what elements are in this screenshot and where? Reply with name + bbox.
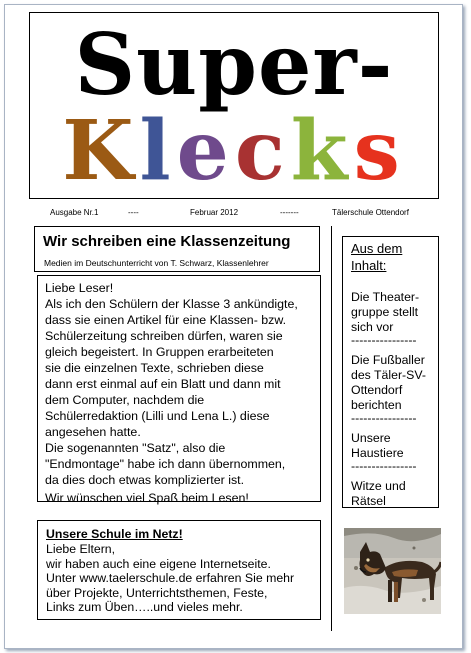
article-line: dann erst einmal auf ein Blatt und dann mit bbox=[45, 377, 281, 391]
article-line: dass sie einen Artikel für eine Klassen- bzw. bbox=[45, 313, 287, 327]
school-web-title: Unsere Schule im Netz! bbox=[46, 527, 183, 541]
contents-sidebar bbox=[342, 236, 439, 508]
article-body-box bbox=[37, 275, 321, 505]
school-web-line: Liebe Eltern, bbox=[46, 542, 116, 556]
article-line: Schülerzeitung schreiben dürfen, waren sie bbox=[45, 329, 283, 343]
article-line: Die sogenannten "Satz", also die bbox=[45, 441, 226, 455]
masthead-letter: e bbox=[176, 103, 235, 199]
article-line: Wir wünschen viel Spaß beim Lesen! bbox=[45, 491, 249, 505]
masthead-letter: s bbox=[353, 103, 406, 199]
issue-date: Februar 2012 bbox=[190, 208, 239, 217]
contents-list bbox=[351, 241, 435, 509]
article-line: dem Computer, nachdem die bbox=[45, 393, 205, 407]
school-web-box bbox=[37, 520, 321, 620]
article-line: Schülerredaktion (Lilli und Lena L.) diese bbox=[45, 409, 270, 423]
column-divider bbox=[331, 226, 332, 631]
contents-separator: ---------------- bbox=[351, 333, 417, 347]
masthead-title-klecks bbox=[30, 103, 438, 199]
article-line: sie die einzelnen Texte, schrieben diese bbox=[45, 361, 264, 375]
article-line: angesehen hatte. bbox=[45, 425, 141, 439]
contents-item: Witze und Rätsel bbox=[351, 479, 406, 508]
masthead-letter: c bbox=[234, 103, 291, 199]
article-line: "Endmontage" habe ich dann übernommen, bbox=[45, 457, 286, 471]
masthead bbox=[29, 12, 439, 199]
article-line: Liebe Leser! bbox=[45, 281, 114, 295]
article-line: da dies doch etwas komplizierter ist. bbox=[45, 473, 245, 487]
masthead-letter: l bbox=[139, 103, 177, 199]
dog-photo bbox=[344, 528, 441, 614]
school-web-line: Links zum Üben…..und vieles mehr. bbox=[46, 600, 243, 615]
masthead-letter: k bbox=[290, 103, 354, 199]
article-line: Als ich den Schülern der Klasse 3 ankündigte, bbox=[45, 297, 298, 311]
masthead-letter: K bbox=[62, 103, 140, 199]
issue-info-bar bbox=[40, 205, 440, 221]
school-web-line: über Projekte, Unterrichtsthemen, Feste, bbox=[46, 585, 268, 600]
school-web-line: wir haben auch eine eigene Internetseite. bbox=[46, 556, 271, 571]
masthead-title-super: Super- bbox=[74, 15, 394, 114]
school-web-text bbox=[46, 542, 318, 615]
article-line: gleich begeistert. In Gruppen erarbeiteten bbox=[45, 345, 274, 359]
contents-separator: ---------------- bbox=[351, 459, 417, 473]
contents-item: Unsere Haustiere bbox=[351, 431, 404, 460]
info-separator: ---- bbox=[128, 208, 139, 217]
dog-photo-image bbox=[344, 528, 441, 614]
article-headline-box bbox=[34, 226, 320, 272]
article-body-text bbox=[45, 280, 317, 506]
contents-separator: ---------------- bbox=[351, 411, 417, 425]
school-name: Tälerschule Ottendorf bbox=[332, 208, 409, 217]
info-separator: ------- bbox=[280, 208, 299, 217]
article-headline: Wir schreiben eine Klassenzeitung bbox=[43, 233, 291, 250]
article-subline: Medien im Deutschunterricht von T. Schwarz, Klassenlehrer bbox=[44, 258, 269, 268]
contents-item: Die Theater-gruppe stellt sich vor bbox=[351, 290, 420, 334]
contents-item: Die Fußballer des Täler-SV-Ottendorf berichten bbox=[351, 353, 426, 412]
issue-number: Ausgabe Nr.1 bbox=[50, 208, 99, 217]
contents-title: Aus dem Inhalt: bbox=[351, 241, 403, 273]
school-web-line: Unter www.taelerschule.de erfahren Sie mehr bbox=[46, 571, 295, 586]
